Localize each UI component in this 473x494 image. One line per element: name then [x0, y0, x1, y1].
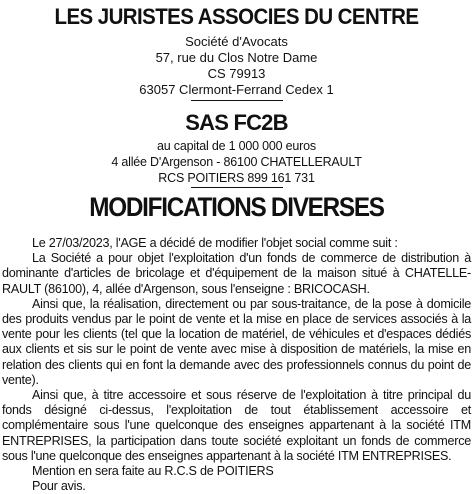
firm-city: 63057 Clermont-Ferrand Cedex 1 [139, 82, 334, 97]
section-title: MODIFICATIONS DIVERSES [89, 192, 384, 222]
company-name: SAS FC2B [185, 110, 288, 135]
company-capital: au capital de 1 000 000 euros [157, 139, 316, 153]
intro-paragraph: Le 27/03/2023, l'AGE a décidé de modifier l'objet social comme suit : [32, 236, 398, 250]
firm-street: 57, rue du Clos Notre Dame [155, 50, 318, 65]
firm-postbox: CS 79913 [207, 66, 266, 81]
firm-type: Société d'Avocats [185, 34, 288, 49]
services-paragraph: Ainsi que, la réalisation, directement ou par sous-traitance, de la pose à domicile des produits vendus par le point de vente et la mise en place de services associés à la vente pour les clients (tel que la location de matériel, de véhicules et d'espaces dédiés aux clients et sis sur le point de vente avec mise à disposition de matériels, la mise en relation des clients qui en font la demande avec des professionnels connus du point de vente). [2, 296, 471, 387]
notice-body [2, 236, 471, 494]
company-rcs: RCS POITIERS 899 161 731 [158, 171, 315, 185]
divider [191, 187, 283, 188]
company-details-block [0, 138, 473, 186]
firm-name: LES JURISTES ASSOCIES DU CENTRE [54, 4, 419, 29]
accessory-paragraph: Ainsi que, à titre accessoire et sous réserve de l'exploitation à titre principal du fonds désigné ci-dessus, l'exploitation de tout établissement accessoire et complémentaire sous l'une quelconque des enseignes appartenant à la société ITM ENTREPRISES, la participation dans toute société exploitant un fonds de commerce sous l'une quelconque des enseignes appartenant à la société ITM ENTREPRISES. [2, 388, 471, 463]
closing-paragraph: Pour avis. [32, 479, 86, 494]
object-paragraph: La Société a pour objet l'exploitation d'un fonds de commerce de distribution à dominante d'articles de bricolage et d'équipement de la maison situé à CHATELLE-RAULT (86100), 4, allée d'Argenson, sous l'enseigne : BRICOCASH. [2, 251, 471, 296]
firm-address-block [0, 34, 473, 98]
mention-paragraph: Mention en sera faite au R.C.S de POITIERS [32, 464, 274, 479]
company-address: 4 allée D'Argenson - 86100 CHATELLERAULT [111, 155, 362, 169]
divider [191, 100, 283, 101]
